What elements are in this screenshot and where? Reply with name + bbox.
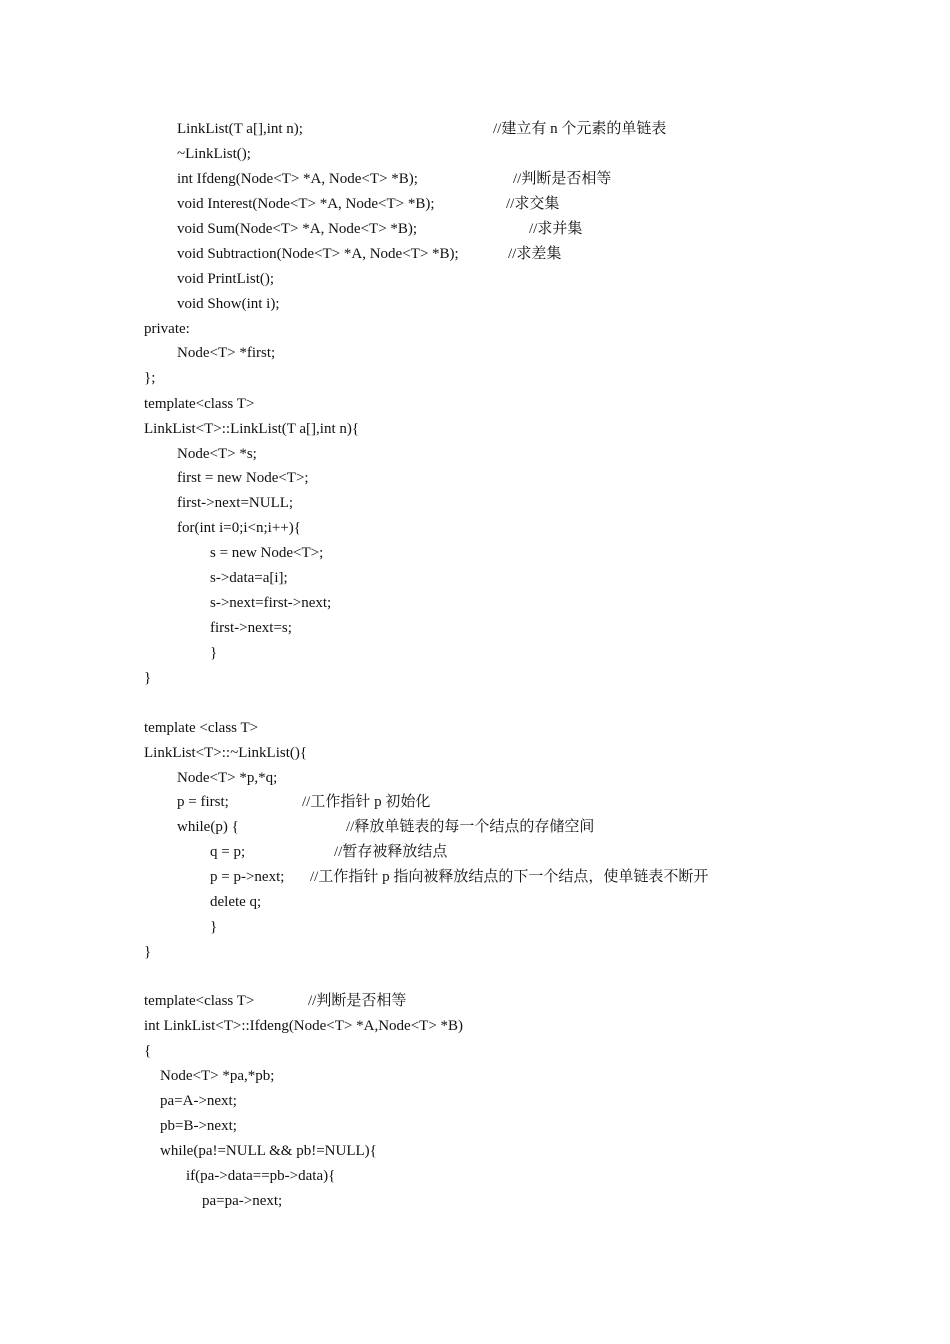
code-comment: //求差集 [508,246,562,262]
code-text: template<class T> [144,396,255,412]
code-comment: //工作指针 p 指向被释放结点的下一个结点，使单链表不断开 [310,869,709,885]
code-text: private: [144,321,190,337]
code-text: q = p; [210,844,246,860]
code-comment: //求交集 [506,196,560,212]
code-text: while(pa!=NULL && pb!=NULL){ [160,1143,377,1159]
code-text: first->next=s; [210,620,292,636]
code-comment: //释放单链表的每一个结点的存储空间 [346,819,595,835]
code-text: s->data=a[i]; [210,570,288,586]
code-text: Node<T> *s; [177,446,257,462]
code-comment: //工作指针 p 初始化 [302,794,431,810]
code-text: } [144,670,152,686]
code-text: p = first; [177,794,229,810]
code-text: if(pa->data==pb->data){ [186,1168,336,1184]
code-text: first = new Node<T>; [177,470,309,486]
code-text: ~LinkList(); [177,146,251,162]
code-comment: //求并集 [529,221,583,237]
code-text: void Sum(Node<T> *A, Node<T> *B); [177,221,418,237]
code-text: pa=A->next; [160,1093,237,1109]
code-text: pa=pa->next; [202,1193,283,1209]
code-comment: //判断是否相等 [513,171,612,187]
code-text: Node<T> *p,*q; [177,770,278,786]
code-text: }; [144,370,156,386]
code-text: } [210,919,218,935]
code-text: void Subtraction(Node<T> *A, Node<T> *B); [177,246,459,262]
code-text: int LinkList<T>::Ifdeng(Node<T> *A,Node<T> *B) [144,1018,464,1034]
code-text: template <class T> [144,720,259,736]
code-text: LinkList(T a[],int n); [177,121,303,137]
code-text: LinkList<T>::~LinkList(){ [144,745,308,761]
code-text: } [144,944,152,960]
code-comment: //判断是否相等 [308,993,407,1009]
code-text: s->next=first->next; [210,595,332,611]
code-text: Node<T> *pa,*pb; [160,1068,275,1084]
code-text: Node<T> *first; [177,345,276,361]
code-text: s = new Node<T>; [210,545,324,561]
code-text: template<class T> [144,993,255,1009]
code-text: void Interest(Node<T> *A, Node<T> *B); [177,196,435,212]
code-text: int Ifdeng(Node<T> *A, Node<T> *B); [177,171,418,187]
code-text: p = p->next; [210,869,285,885]
code-comment: //建立有 n 个元素的单链表 [493,121,667,137]
code-text: LinkList<T>::LinkList(T a[],int n){ [144,421,360,437]
code-text: first->next=NULL; [177,495,294,511]
code-comment: //暂存被释放结点 [334,844,448,860]
code-text: pb=B->next; [160,1118,237,1134]
code-text: } [210,645,218,661]
code-text: void Show(int i); [177,296,280,312]
code-text: for(int i=0;i<n;i++){ [177,520,301,536]
code-text: delete q; [210,894,262,910]
code-text: void PrintList(); [177,271,275,287]
code-text: while(p) { [177,819,239,835]
code-text: { [144,1043,152,1059]
